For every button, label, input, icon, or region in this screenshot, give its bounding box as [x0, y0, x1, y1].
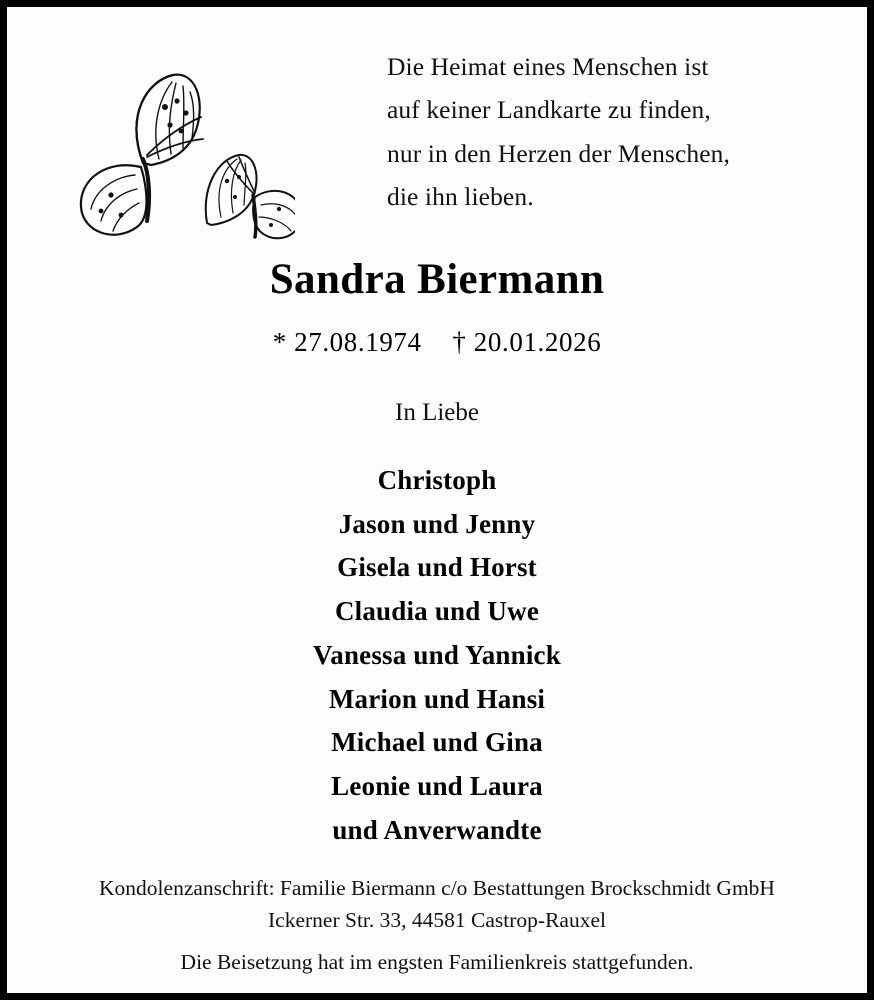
poem-text [387, 45, 837, 218]
list-item: Vanessa und Yannick [313, 639, 561, 670]
footer-block [7, 873, 867, 975]
list-item: und Anverwandte [332, 814, 542, 845]
butterflies-icon [55, 55, 295, 245]
list-item: Jason und Jenny [338, 508, 536, 539]
condolence-address-line2: Ickerner Str. 33, 44581 Castrop-Rauxel [268, 908, 606, 933]
deceased-name: Sandra Biermann [269, 256, 605, 303]
card-inner [7, 7, 867, 993]
birth-date: * 27.08.1974 [272, 327, 422, 357]
death-date: † 20.01.2026 [452, 327, 602, 357]
list-item: Christoph [377, 465, 497, 495]
funeral-note: Die Beisetzung hat im engsten Familienkreis stattgefunden. [180, 950, 694, 974]
poem-line: auf keiner Landkarte zu finden, [387, 95, 711, 125]
mourners-list [7, 459, 867, 853]
dedication-text: In Liebe [395, 399, 479, 426]
condolence-address-line1: Kondolenzanschrift: Familie Biermann c/o Bestattungen Brockschmidt GmbH [99, 876, 775, 901]
list-item: Michael und Gina [331, 727, 543, 758]
poem-line: Die Heimat eines Menschen ist [387, 52, 709, 81]
list-item: Leonie und Laura [331, 771, 543, 802]
list-item: Marion und Hansi [328, 683, 546, 714]
life-dates [7, 327, 867, 358]
poem-line: die ihn lieben. [387, 182, 534, 212]
list-item: Claudia und Uwe [334, 596, 540, 627]
poem-line: nur in den Herzen der Menschen, [387, 138, 730, 168]
list-item: Gisela und Horst [337, 552, 537, 583]
